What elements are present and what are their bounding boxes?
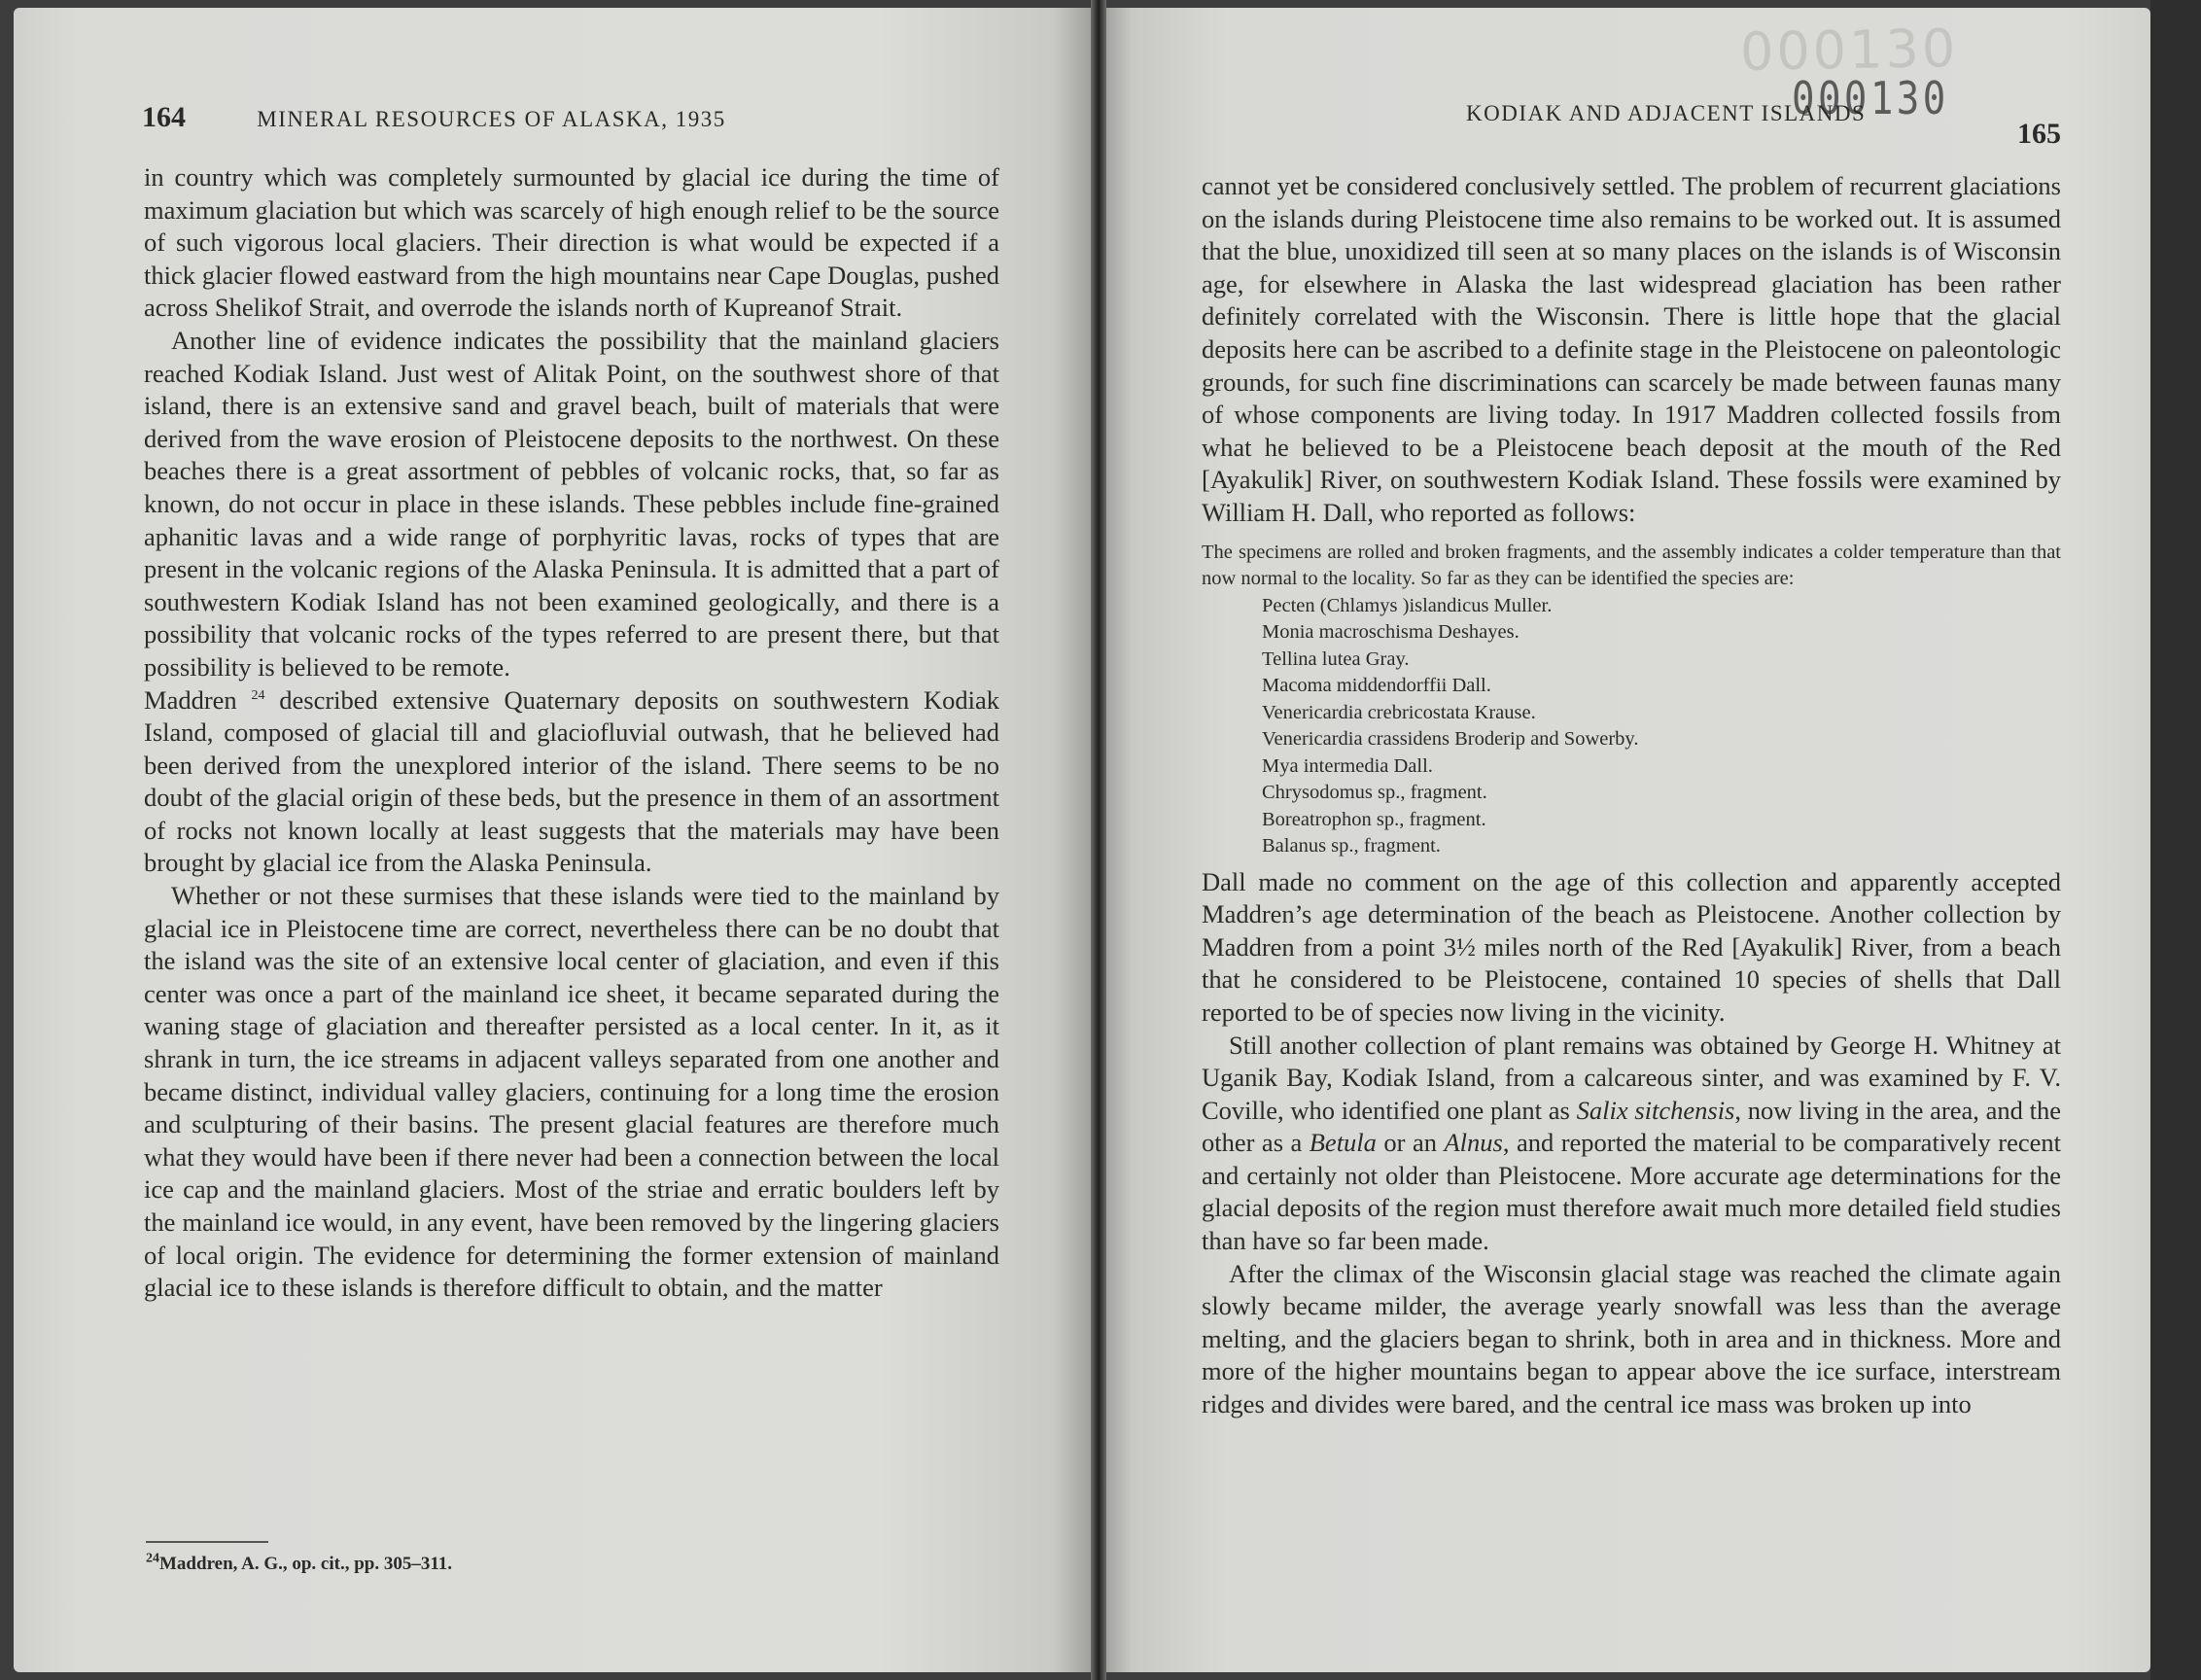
footnote-rule <box>146 1541 268 1543</box>
right-page-number: 165 <box>2017 118 2061 150</box>
betula-name: Betula <box>1309 1128 1377 1158</box>
para3-part-d: , and reported the material to be comparatively recent and certainly not older than Pleistocene. More accurate age determinations for the glacial deposits of the region must therefore await much more detailed field studies than have so far been made. <box>1202 1128 2062 1256</box>
left-page-number: 164 <box>142 101 186 133</box>
faint-handwritten-mark: 000130 <box>1739 18 1959 83</box>
species-item: Monia macroschisma Deshayes. <box>1262 621 1520 644</box>
species-item: Pecten (Chlamys )islandicus Muller. <box>1262 594 1553 616</box>
para3-part-c: or an <box>1383 1128 1437 1158</box>
left-paragraph-3 <box>144 684 999 881</box>
book-gutter <box>1091 0 1106 1680</box>
para3-part-a: Still another collection of plant remains was obtained by George H. Whitney at Uganik Bay, Kodiak Island, from a calcareous sinter, and was examined by F. V. Coville, who identified one plant as <box>1202 1030 2061 1125</box>
right-body <box>1202 170 2061 1421</box>
left-paragraph-4: Whether or not these surmises that these islands were tied to the mainland by glacial ice in Pleistocene time are correct, nevertheless there can be no doubt that the island was the site of an extensive local center of glaciation, and even if this center was once a part of the mainland ice sheet, it became separated during the waning stage of glaciation and thereafter persisted as a local center. In it, as it shrank in turn, the ice streams in adjacent valleys separated from one another and became distinct, individual valley glaciers, continuing for a long time the erosion and sculpturing of their basins. The present glacial features are therefore much what they would have been if there never had been a connection between the local ice cap and the mainland glaciers. Most of the striae and erratic boulders left by the mainland ice would, in any event, have been removed by the lingering glaciers of local origin. The evidence for determining the former extension of mainland glacial ice to these islands is therefore difficult to obtain, and the matter <box>144 881 999 1303</box>
left-paragraph-1: in country which was completely surmounted by glacial ice during the time of maximum glaciation but which was scarcely of high enough relief to be the source of such vigorous local glaciers. Their direction is what would be expected if a thick glacier flowed eastward from the high mountains near Cape Douglas, pushed across Shelikof Strait, and overrode the islands north of Kupreanof Strait. <box>144 162 999 323</box>
left-body <box>144 161 999 1305</box>
para3-part-b: , now living in the area, and the other as a <box>1202 1095 2061 1158</box>
left-paragraph-3-text: described extensive Quaternary deposits on southwestern Kodiak Island, composed of glacial till and glaciofluvial outwash, that he believed had been derived from the unexplored interior of the island. There seems to be no doubt of the glacial origin of these beds, but the presence in them of an assortment of rocks not known locally at least suggests that the materials may have been brought by glacial ice from the Alaska Peninsula. <box>144 684 1000 878</box>
right-paragraph-4: After the climax of the Wisconsin glacial stage was reached the climate again slowly became milder, the average yearly snowfall was less than the average melting, and the glaciers began to shrink, both in area and in thickness. More and more of the higher mountains began to appear above the ice surface, interstream ridges and divides were bared, and the central ice mass was broken up into <box>1202 1258 2061 1419</box>
footnote-ref: 24 <box>251 687 265 703</box>
species-item: Mya intermedia Dall. <box>1262 754 1433 777</box>
species-item: Venericardia crebricostata Krause. <box>1262 701 1536 723</box>
page-stamp-number: 000130 <box>1792 72 1949 124</box>
right-paragraph-2: Dall made no comment on the age of this collection and apparently accepted Maddren’s age determination of the beach as Pleistocene. Another collection by Maddren from a point 3½ miles north of the Red [Ayakulik] River, from a beach that he considered to be Pleistocene, contained 10 species of shells that Dall reported to be of species now living in the vicinity. <box>1202 866 2061 1027</box>
right-running-head: KODIAK AND ADJACENT ISLANDS <box>1466 101 1867 125</box>
species-item: Tellina lutea Gray. <box>1262 648 1410 670</box>
salix-name: Salix sitchensis <box>1576 1095 1735 1125</box>
background-edge <box>2150 0 2201 1680</box>
footnote-number: 24 <box>146 1551 159 1566</box>
left-header <box>142 101 1114 134</box>
footnote-author: Maddren <box>144 684 237 715</box>
footnote <box>146 1551 453 1575</box>
species-item: Chrysodomus sp., fragment. <box>1262 782 1487 804</box>
left-running-head: MINERAL RESOURCES OF ALASKA, 1935 <box>257 107 726 131</box>
alnus-name: Alnus <box>1444 1128 1503 1158</box>
species-item: Venericardia crassidens Broderip and Sowerby. <box>1262 728 1639 751</box>
footnote-text: Maddren, A. G., op. cit., pp. 305–311. <box>159 1554 453 1574</box>
species-list <box>1202 593 2061 860</box>
species-item: Balanus sp., fragment. <box>1262 835 1441 858</box>
right-paragraph-1: cannot yet be considered conclusively settled. The problem of recurrent glaciations on the islands during Pleistocene time also remains to be worked out. It is assumed that the blue, unoxidized till seen at so many places on the islands is of Wisconsin age, for elsewhere in Alaska the last widespread glaciation has been rather definitely correlated with the Wisconsin. There is little hope that the glacial deposits here can be ascribed to a definite stage in the Pleistocene on paleontologic grounds, for such fine discriminations can scarcely be made between faunas many of whose components are living today. In 1917 Maddren collected fossils from what he believed to be a Pleistocene beach deposit at the mouth of the Red [Ayakulik] River, on southwestern Kodiak Island. These fossils were examined by William H. Dall, who reported as follows: <box>1202 171 2061 527</box>
species-item: Macoma middendorffii Dall. <box>1262 675 1491 697</box>
right-paragraph-3 <box>1202 1030 2061 1258</box>
species-item: Boreatrophon sp., fragment. <box>1262 808 1486 830</box>
dall-quote: The specimens are rolled and broken fragments, and the assembly indicates a colder temperature than that now normal to the locality. So far as they can be identified the species are: <box>1202 541 2061 590</box>
left-paragraph-2: Another line of evidence indicates the possibility that the mainland glaciers reached Kodiak Island. Just west of Alitak Point, on the southwest shore of that island, there is an extensive sand and gravel beach, built of materials that were derived from the wave erosion of Pleistocene deposits to the northwest. On these beaches there is a great assortment of pebbles of volcanic rocks, that, so far as known, do not occur in place in these islands. These pebbles include fine-grained aphanitic lavas and a wide range of porphyritic lavas, rocks of types that are present in the volcanic regions of the Alaska Peninsula. It is admitted that a part of southwestern Kodiak Island has not been examined geologically, and there is a possibility that volcanic rocks of the types referred to are present there, but that possibility is believed to be remote. <box>144 325 999 682</box>
